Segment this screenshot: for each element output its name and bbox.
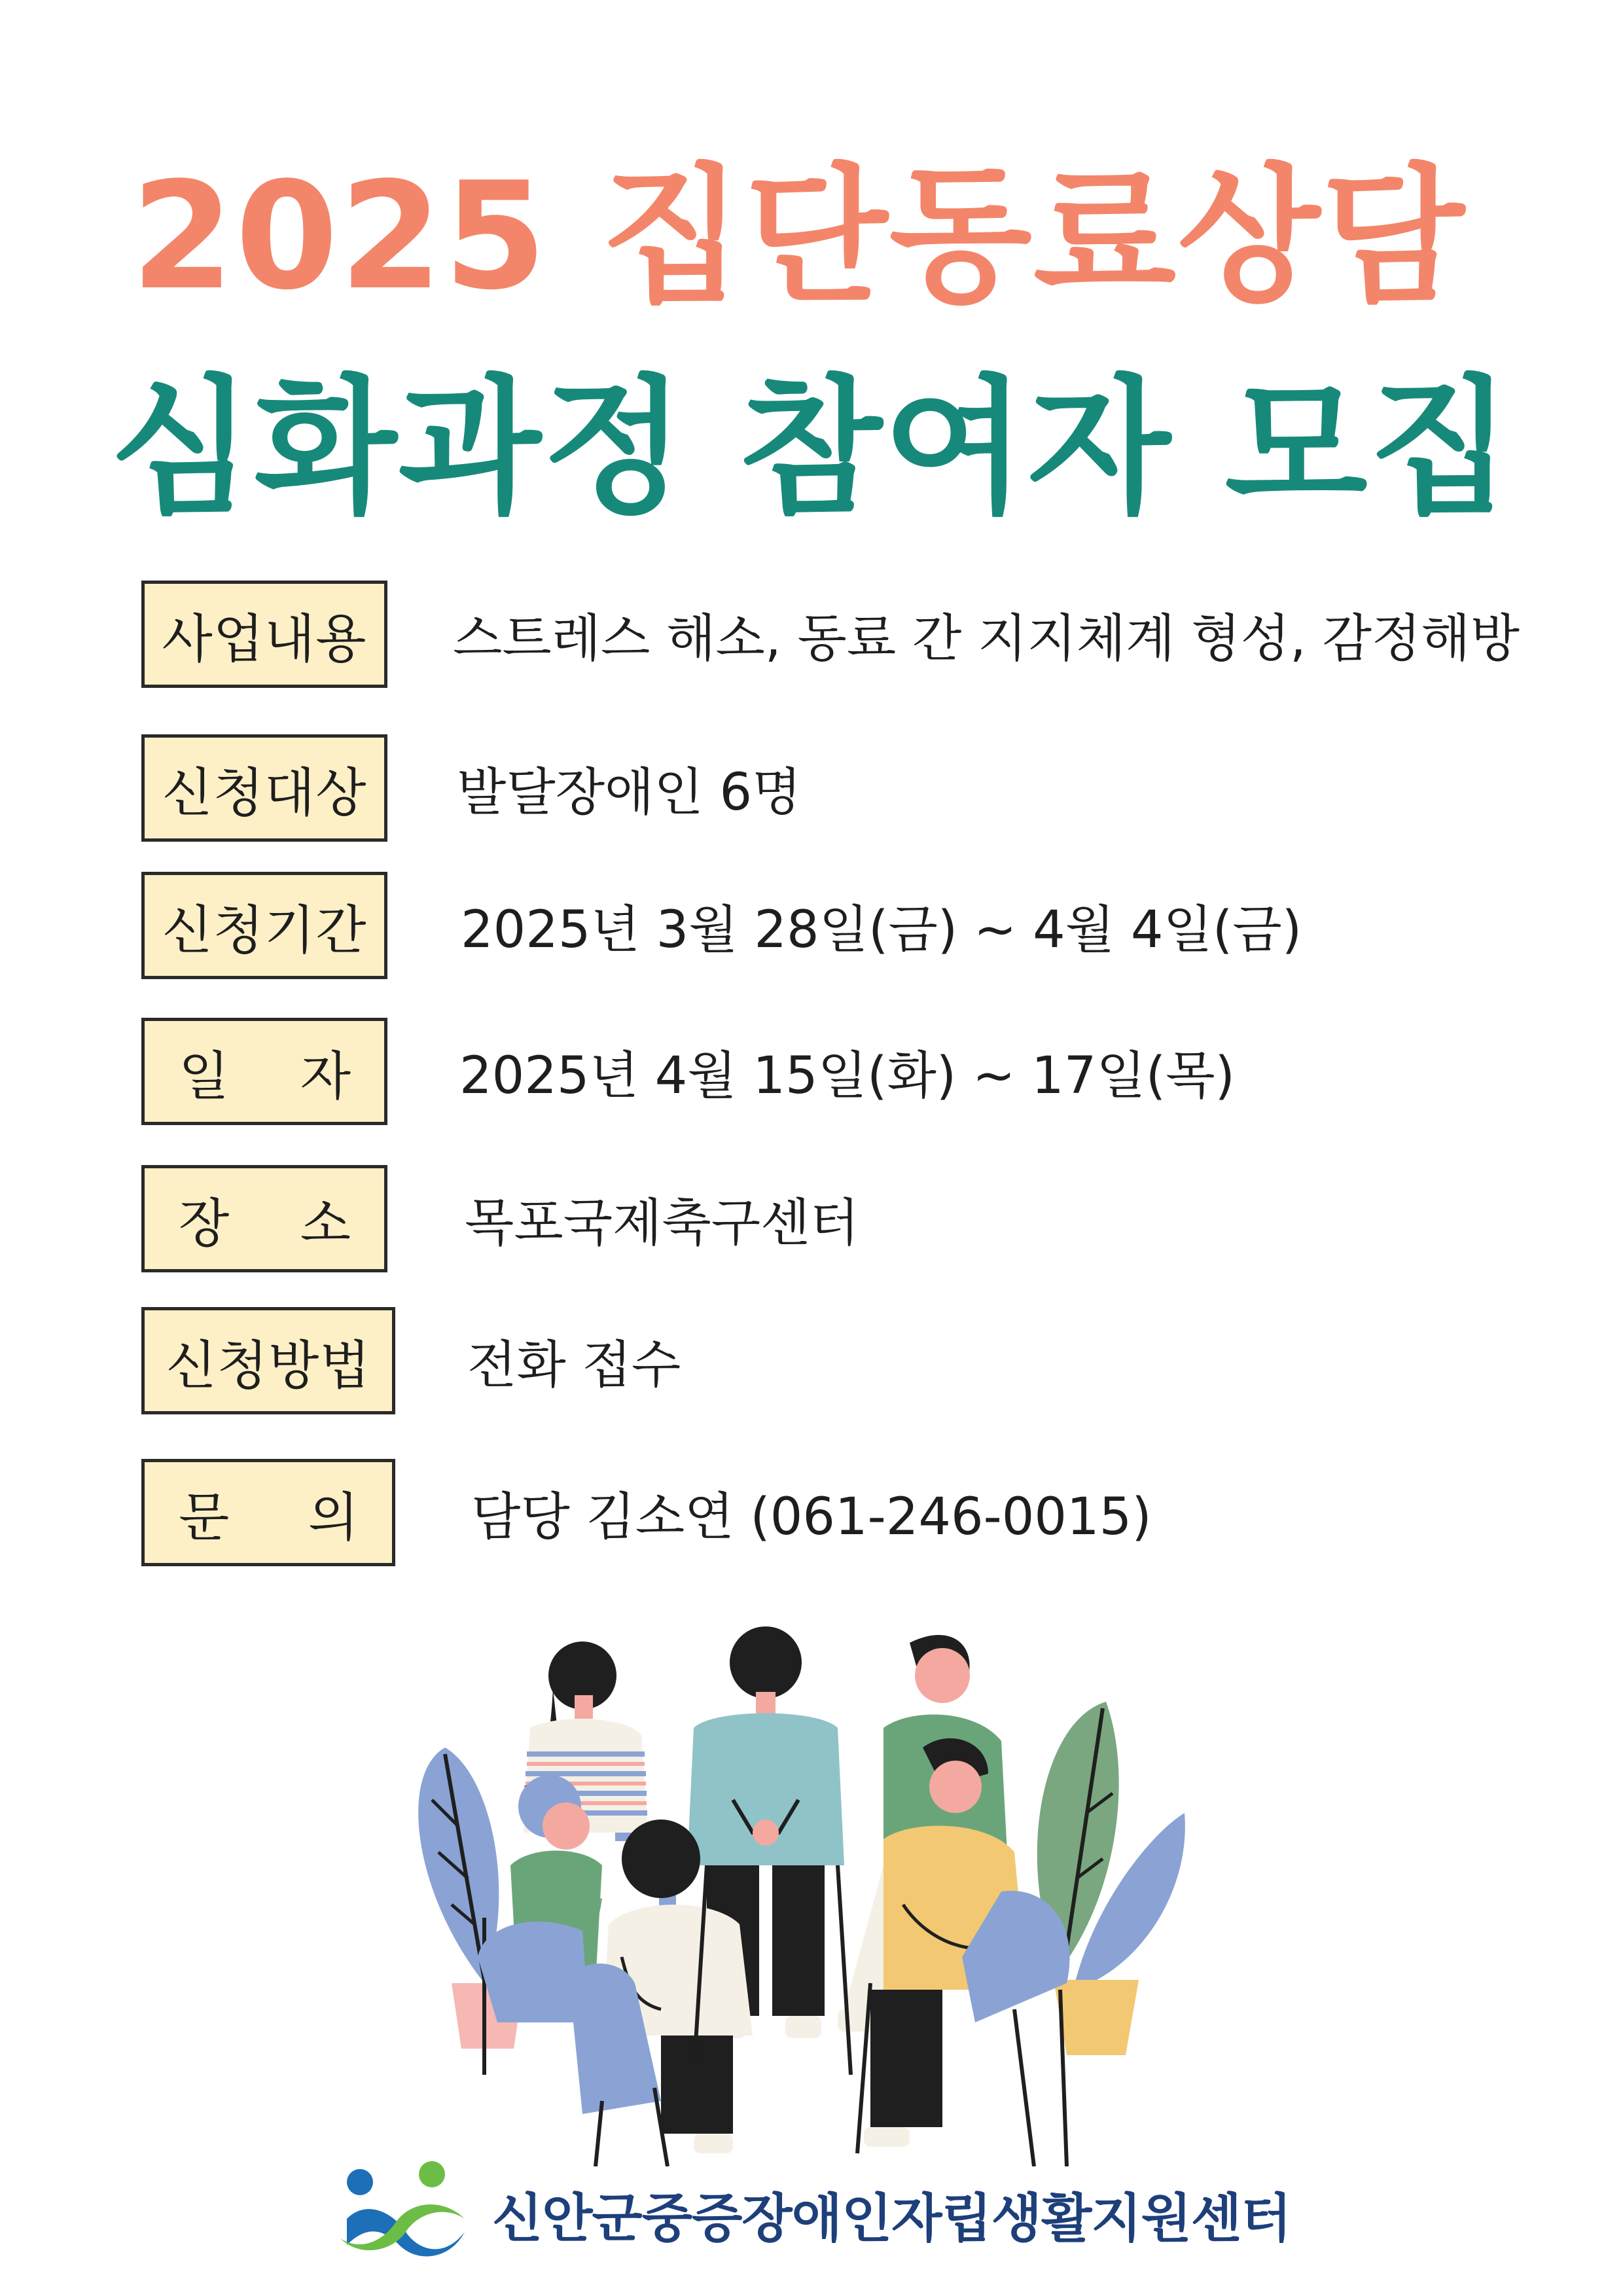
label-period: [141, 872, 387, 979]
value-target: 발달장애인 6명: [457, 763, 802, 822]
label-method: [141, 1307, 395, 1414]
value-business: 스트레스 해소, 동료 간 지지체계 형성, 감정해방: [453, 609, 1520, 668]
label-date: [141, 1018, 387, 1125]
label-date-char-1: 일: [179, 1045, 230, 1107]
label-target-text: 신청대상: [162, 762, 367, 823]
value-contact: 담당 김소연 (061-246-0015): [471, 1488, 1152, 1547]
label-period-text: 신청기간: [162, 899, 367, 961]
title-line-1: 2025 집단동료상담: [131, 151, 1466, 323]
organization-name: 신안군중증장애인자립생활지원센터: [492, 2187, 1291, 2249]
value-method: 전화 접수: [467, 1336, 681, 1395]
value-place: 목포국제축구센터: [465, 1194, 859, 1253]
label-place-char-2: 소: [300, 1193, 351, 1254]
label-method-text: 신청방법: [166, 1335, 371, 1396]
organization-logo-icon: [334, 2160, 478, 2265]
label-date-char-2: 자: [300, 1045, 351, 1107]
label-place-char-1: 장: [179, 1193, 230, 1254]
label-business: [141, 581, 387, 688]
label-contact: [141, 1459, 395, 1566]
group-counseling-illustration: [386, 1617, 1237, 2166]
label-contact-char-1: 문: [179, 1486, 230, 1548]
label-target: [141, 734, 387, 842]
label-contact-char-2: 의: [308, 1486, 359, 1548]
label-business-text: 사업내용: [162, 608, 367, 670]
value-date: 2025년 4월 15일(화) ~ 17일(목): [459, 1047, 1235, 1105]
label-place: [141, 1165, 387, 1272]
value-period: 2025년 3월 28일(금) ~ 4월 4일(금): [461, 901, 1302, 960]
title-line-2: 심화과정 참여자 모집: [109, 362, 1514, 534]
